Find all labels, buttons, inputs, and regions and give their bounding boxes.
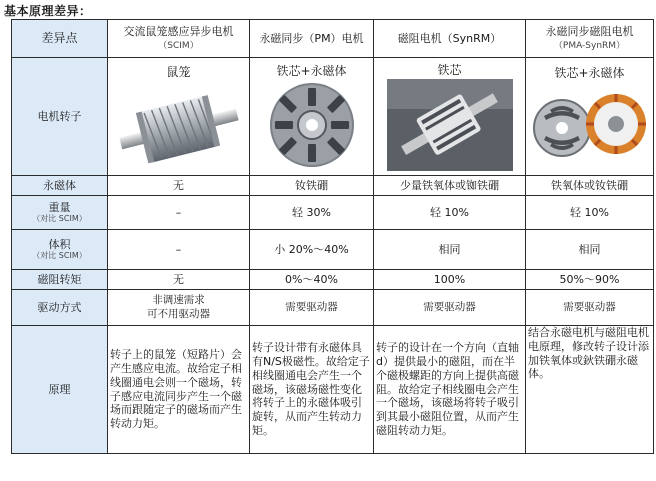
table-row-drive — [12, 290, 654, 326]
comparison-table — [11, 19, 654, 454]
drive-pma-synrm: 需要驱动器 — [526, 290, 654, 326]
table-row-rotor — [12, 58, 654, 176]
drive-pm: 需要驱动器 — [250, 290, 374, 326]
synrm-rotor-image — [387, 79, 513, 171]
reluctance-scim: 无 — [108, 270, 250, 290]
rotor-cell-synrm — [374, 58, 526, 176]
row-label-drive: 驱动方式 — [12, 290, 108, 326]
rotor-cell-scim — [108, 58, 250, 176]
header-pma-synrm — [526, 20, 654, 58]
rotor-label-synrm: 铁芯 — [437, 63, 462, 77]
table-row-weight — [12, 196, 654, 230]
header-pma-abbr: （PMA-SynRM） — [553, 41, 626, 52]
volume-pm: 小 20%～40% — [250, 230, 374, 270]
row-label-principle: 原理 — [12, 326, 108, 454]
volume-label: 体积 — [48, 237, 71, 251]
weight-sub: （对比 SCIM） — [32, 214, 87, 224]
reluctance-pm: 0%～40% — [250, 270, 374, 290]
row-label-rotor: 电机转子 — [12, 58, 108, 176]
magnet-synrm: 少量铁氧体或铷铁硼 — [374, 176, 526, 196]
row-label-reluctance: 磁阻转矩 — [12, 270, 108, 290]
volume-sub: （对比 SCIM） — [32, 251, 87, 261]
table-row-magnet — [12, 176, 654, 196]
page-title: 基本原理差异： — [4, 4, 92, 18]
header-scim-abbr: （SCIM） — [158, 41, 199, 52]
header-pm: 永磁同步（PM）电机 — [250, 20, 374, 58]
table-header-row — [12, 20, 654, 58]
principle-synrm: 转子的设计在一个方向（直轴d）提供最小的磁阻，而在半个磁极螺距的方向上提供高磁阻。故给定子相线圈电会产生一个磁场，该磁场将转子吸引到其最小磁阻位置，从而产生磁阻转动力矩。 — [374, 326, 526, 454]
header-pma-name: 永磁同步磁阻电机 — [545, 24, 634, 38]
table-row-volume — [12, 230, 654, 270]
pma-synrm-rotor-image — [530, 82, 650, 168]
magnet-pma-synrm: 铁氧体或钕铁硼 — [526, 176, 654, 196]
principle-scim: 转子上的鼠笼（短路片）会产生感应电流。故给定子相线圈通电会则一个磁场，转子感应电流同步产生一个磁场而跟随定子的磁场而产生转动力矩。 — [108, 326, 250, 454]
rotor-label-pm: 铁芯+永磁体 — [276, 64, 347, 78]
weight-pma-synrm: 轻 10% — [526, 196, 654, 230]
row-label-weight — [12, 196, 108, 230]
row-label-volume — [12, 230, 108, 270]
weight-label: 重量 — [48, 200, 71, 214]
row-label-magnet: 永磁体 — [12, 176, 108, 196]
rotor-cell-pm — [250, 58, 374, 176]
rotor-cell-pma-synrm — [526, 58, 654, 176]
reluctance-synrm: 100% — [374, 270, 526, 290]
weight-pm: 轻 30% — [250, 196, 374, 230]
volume-pma-synrm: 相同 — [526, 230, 654, 270]
pm-rotor-lamination-image — [264, 80, 360, 170]
volume-scim: – — [108, 230, 250, 270]
rotor-label-pma-synrm: 铁芯+永磁体 — [554, 66, 625, 80]
weight-synrm: 轻 10% — [374, 196, 526, 230]
drive-synrm: 需要驱动器 — [374, 290, 526, 326]
principle-pma-synrm: 结合永磁电机与磁阻电机电原理，修改转子设计添加铁氧体或鈥铁硼永磁体。 — [526, 326, 654, 454]
drive-scim-line2: 可不用驱动器 — [147, 307, 210, 320]
table-row-principle — [12, 326, 654, 454]
squirrel-cage-rotor-image — [115, 81, 243, 169]
magnet-scim: 无 — [108, 176, 250, 196]
drive-scim — [108, 290, 250, 326]
drive-scim-line1: 非调速需求 — [152, 294, 205, 307]
magnet-pm: 钕铁硼 — [250, 176, 374, 196]
weight-scim: – — [108, 196, 250, 230]
header-scim-name: 交流鼠笼感应异步电机 — [123, 24, 234, 38]
rotor-label-scim: 鼠笼 — [166, 65, 191, 79]
principle-pm: 转子设计带有永磁体具有N/S极磁性。故给定子相线圈通电会产生一个磁场，该磁场磁性变化将转子上的永磁体吸引旋转，从而产生转动力矩。 — [250, 326, 374, 454]
volume-synrm: 相同 — [374, 230, 526, 270]
reluctance-pma-synrm: 50%～90% — [526, 270, 654, 290]
header-synrm: 磁阻电机（SynRM） — [374, 20, 526, 58]
table-row-reluctance — [12, 270, 654, 290]
header-diff-point: 差异点 — [12, 20, 108, 58]
header-scim — [108, 20, 250, 58]
